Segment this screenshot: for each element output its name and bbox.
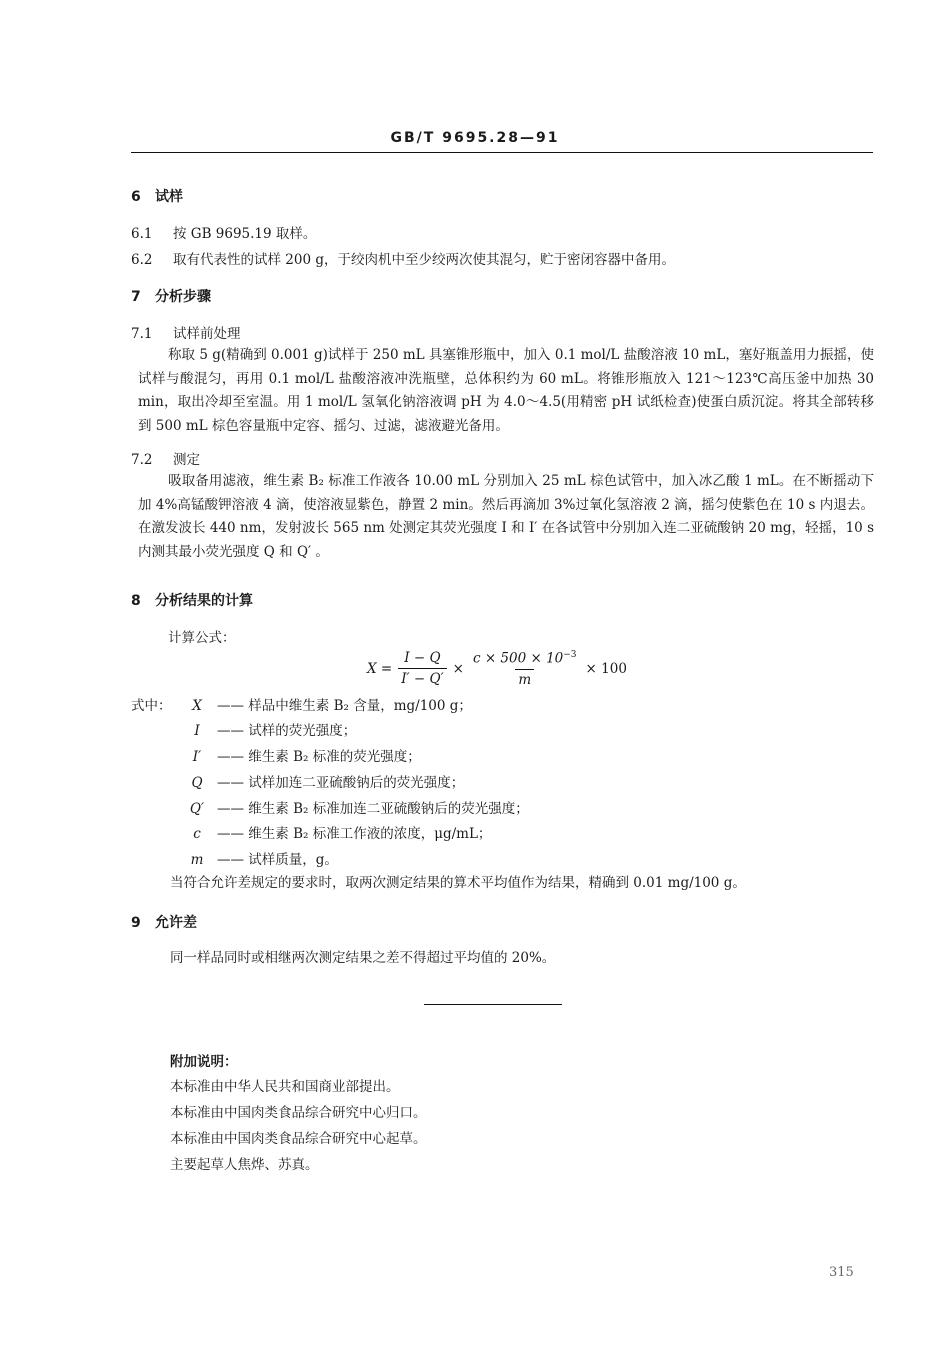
numerator-exponent: −3 bbox=[563, 650, 577, 660]
definition-symbol: X bbox=[192, 698, 202, 714]
fraction-intensity-denominator: I′ − Q′ bbox=[398, 668, 446, 687]
definition-text: —— 试样质量，g。 bbox=[217, 852, 338, 868]
definition-row bbox=[177, 694, 472, 714]
definition-row bbox=[177, 848, 338, 868]
subsection-7-2-number: 7.2 bbox=[131, 452, 153, 468]
formula-times-100: × 100 bbox=[585, 660, 627, 677]
appendix-line: 本标准由中国肉类食品综合研究中心归口。 bbox=[170, 1105, 427, 1121]
tolerance-text: 同一样品同时或相继两次测定结果之差不得超过平均值的 20%。 bbox=[170, 950, 556, 966]
section-6-title: 试样 bbox=[155, 189, 183, 205]
definition-symbol: Q′ bbox=[189, 801, 205, 817]
definition-text: —— 维生素 B₂ 标准加连二亚硫酸钠后的荧光强度； bbox=[217, 801, 529, 817]
definition-text: —— 维生素 B₂ 标准的荧光强度； bbox=[217, 749, 421, 765]
section-8-number: 8 bbox=[131, 593, 141, 609]
definition-row bbox=[177, 745, 421, 765]
section-9-title: 允许差 bbox=[155, 915, 197, 931]
item-6-2 bbox=[131, 248, 675, 268]
definition-symbol: c bbox=[193, 826, 201, 842]
section-6-heading bbox=[131, 186, 183, 206]
definition-symbol: Q bbox=[191, 775, 203, 791]
page-number: 315 bbox=[829, 1265, 854, 1280]
definition-symbol: m bbox=[190, 852, 204, 868]
standard-code-header: GB/T 9695.28—91 bbox=[390, 130, 560, 146]
section-6-number: 6 bbox=[131, 189, 141, 205]
definition-symbol: I bbox=[194, 723, 200, 739]
section-8-heading bbox=[131, 590, 253, 610]
appendix-line: 本标准由中华人民共和国商业部提出。 bbox=[170, 1079, 400, 1095]
definition-row bbox=[177, 771, 464, 791]
paragraph-7-1-text: 称取 5 g(精确到 0.001 g)试样于 250 mL 具塞锥形瓶中，加入 0.1 mol/L 盐酸溶液 10 mL，塞好瓶盖用力振摇，使试样与酸混匀，再用 0.1 mol/L 盐酸溶液冲洗瓶壁，总体积约为 60 mL。将锥形瓶放入 121～123℃高压釜中加热 30 min，取出冷却至室温。用 1 mol/L 氢氧化钠溶液调 pH 为 4.0～4.5(用精密 pH 试纸检查)使蛋白质沉淀。将其全部转移到 500 mL 棕色容量瓶中定容、摇匀、过滤，滤液避光备用。 bbox=[138, 347, 874, 434]
definition-row bbox=[177, 797, 529, 817]
section-9-number: 9 bbox=[131, 915, 141, 931]
fraction-intensity bbox=[398, 650, 446, 687]
definition-text: —— 试样加连二亚硫酸钠后的荧光强度； bbox=[217, 775, 465, 791]
item-6-2-text: 取有代表性的试样 200 g，于绞肉机中至少绞两次使其混匀，贮于密闭容器中备用。 bbox=[173, 252, 675, 268]
definition-text: —— 维生素 B₂ 标准工作液的浓度，μg/mL； bbox=[217, 826, 492, 842]
paragraph-7-2-text: 吸取备用滤液，维生素 B₂ 标准工作液各 10.00 mL 分别加入 25 mL 棕色试管中，加入冰乙酸 1 mL。在不断摇动下加 4%高锰酸钾溶液 4 滴，使溶液显紫色，静置 2 min。然后再滴加 3%过氧化氢溶液 2 滴，摇匀使紫色在 10 s 内退去。在激发波长 440 nm，发射波长 565 nm 处测定其荧光强度 I 和 I′ 在各试管中分别加入连二亚硫酸钠 20 mg，轻摇，10 s 内测其最小荧光强度 Q 和 Q′ 。 bbox=[138, 473, 874, 560]
fraction-concentration bbox=[470, 650, 580, 688]
numerator-base: c × 500 × 10 bbox=[472, 650, 564, 667]
item-6-1-text: 按 GB 9695.19 取样。 bbox=[173, 226, 317, 242]
subsection-7-1-title: 试样前处理 bbox=[173, 326, 241, 342]
section-9-heading bbox=[131, 912, 197, 932]
appendix-title: 附加说明： bbox=[170, 1054, 238, 1070]
section-7-heading bbox=[131, 286, 211, 306]
item-6-1 bbox=[131, 222, 316, 242]
subsection-7-2-heading bbox=[131, 448, 200, 468]
paragraph-7-2 bbox=[138, 470, 874, 564]
definition-row bbox=[177, 822, 491, 842]
definition-symbol: I′ bbox=[192, 749, 202, 765]
fraction-concentration-denominator: m bbox=[515, 669, 534, 688]
item-6-1-number: 6.1 bbox=[131, 226, 153, 242]
section-8-title: 分析结果的计算 bbox=[155, 593, 253, 609]
fraction-concentration-numerator bbox=[470, 650, 580, 669]
end-rule bbox=[424, 1004, 562, 1005]
paragraph-7-1 bbox=[138, 344, 874, 438]
formula-lhs: X = bbox=[367, 660, 393, 677]
formula-times-1: × bbox=[452, 660, 464, 677]
calculation-formula bbox=[367, 650, 627, 688]
section-7-number: 7 bbox=[131, 289, 141, 305]
definition-text: —— 样品中维生素 B₂ 含量，mg/100 g； bbox=[217, 698, 472, 714]
formula-label: 计算公式： bbox=[168, 630, 236, 646]
fraction-intensity-numerator: I − Q bbox=[404, 650, 441, 667]
subsection-7-1-number: 7.1 bbox=[131, 326, 153, 342]
header-rule bbox=[131, 152, 873, 153]
appendix-line: 主要起草人焦烨、苏真。 bbox=[170, 1157, 319, 1173]
appendix-line: 本标准由中国肉类食品综合研究中心起草。 bbox=[170, 1131, 427, 1147]
subsection-7-1-heading bbox=[131, 322, 241, 342]
subsection-7-2-title: 测定 bbox=[173, 452, 200, 468]
definition-text: —— 试样的荧光强度； bbox=[217, 723, 357, 739]
result-statement: 当符合允许差规定的要求时，取两次测定结果的算术平均值作为结果，精确到 0.01 mg/100 g。 bbox=[170, 875, 746, 891]
section-7-title: 分析步骤 bbox=[155, 289, 211, 305]
item-6-2-number: 6.2 bbox=[131, 252, 153, 268]
where-label: 式中： bbox=[131, 698, 172, 714]
definition-row bbox=[177, 719, 356, 739]
